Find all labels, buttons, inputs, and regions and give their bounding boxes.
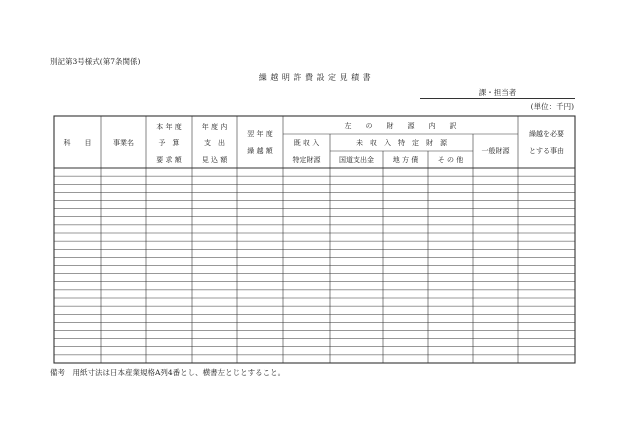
header-honendo-1: 本 年 度 [156,123,182,131]
header-zaigen-group: 左 の 財 源 内 訳 [344,122,457,130]
form-reference: 別記第3号様式(第7条関係) [50,57,141,66]
header-sonota: そ の 他 [437,156,464,164]
header-yokunendo-1: 翌 年 度 [247,130,273,138]
unit-label: (単位：千円) [530,102,574,111]
department-line: 課・担当者 [420,88,575,99]
header-honendo-2: 予 算 [158,139,180,147]
header-jiyu-1: 繰越を必要 [529,130,564,138]
remark-note: 備考 用紙寸法は日本産業規格A列4番とし、横書左とじとすること。 [50,368,286,377]
header-jigyomei: 事業名 [113,139,134,147]
header-kishunyu-2: 特定財源 [292,156,321,164]
document-title: 繰 越 明 許 費 設 定 見 積 書 [258,73,372,82]
header-nendonai-2: 支 出 [204,139,225,147]
header-honendo-3: 要 求 額 [156,156,182,164]
header-jiyu-2: とする事由 [529,147,564,155]
header-chihosai: 地 方 債 [392,156,419,164]
header-ippan: 一般財源 [481,147,510,155]
header-kamoku: 科 目 [63,139,92,147]
header-kishunyu-1: 既 収 入 [293,139,320,147]
header-mishunyu: 未 収 入 特 定 財 源 [356,139,447,147]
header-yokunendo-2: 繰 越 額 [247,147,273,155]
header-nendonai-1: 年 度 内 [201,123,228,131]
header-nendonai-3: 見 込 額 [201,156,228,164]
header-kokudo: 国道支出金 [339,156,374,164]
